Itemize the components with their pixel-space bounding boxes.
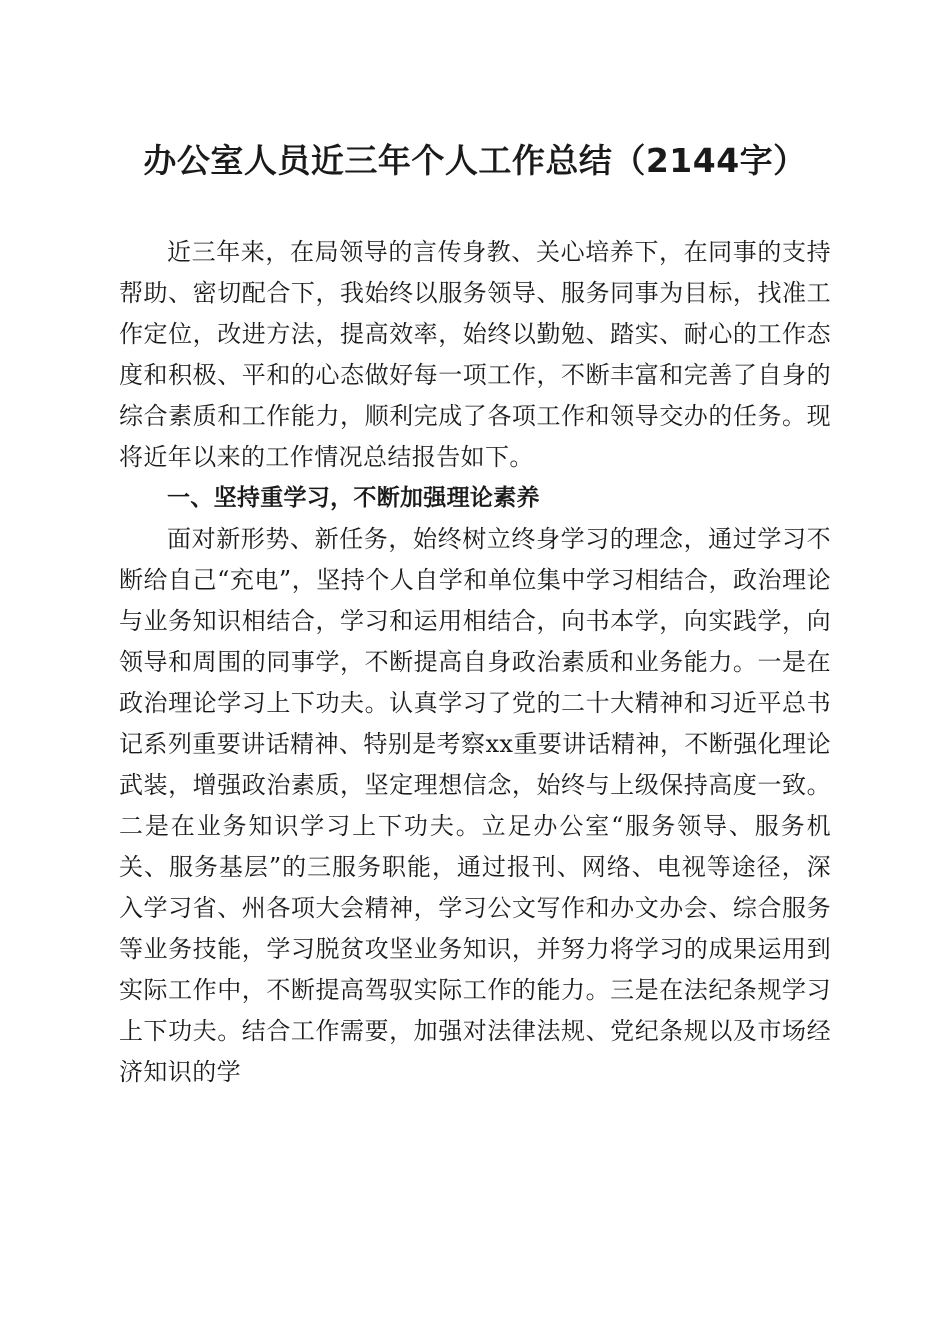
section-paragraph: 面对新形势、新任务，始终树立终身学习的理念，通过学习不断给自己“充电”，坚持个人自学和单位集中学习相结合，政治理论与业务知识相结合，学习和运用相结合，向书本学，向实践学，向领导和周围的同事学，不断提高自身政治素质和业务能力。一是在政治理论学习上下功夫。认真学习了党的二十大精神和习近平总书记系列重要讲话精神、特别是考察xx重要讲话精神，不断强化理论武装，增强政治素质，坚定理想信念，始终与上级保持高度一致。二是在业务知识学习上下功夫。立足办公室“服务领导、服务机关、服务基层”的三服务职能，通过报刊、网络、电视等途径，深入学习省、州各项大会精神，学习公文写作和办文办会、综合服务等业务技能，学习脱贫攻坚业务知识，并努力将学习的成果运用到实际工作中，不断提高驾驭实际工作的能力。三是在法纪条规学习上下功夫。结合工作需要，加强对法律法规、党纪条规以及市场经济知识的学	[119, 525, 831, 1086]
document-body	[119, 232, 831, 1093]
section-heading: 一、坚持重学习，不断加强理论素养	[167, 485, 540, 511]
document-title: 办公室人员近三年个人工作总结（2144字）	[143, 141, 807, 180]
intro-paragraph: 近三年来，在局领导的言传身教、关心培养下，在同事的支持帮助、密切配合下，我始终以服务领导、服务同事为目标，找准工作定位，改进方法，提高效率，始终以勤勉、踏实、耐心的工作态度和积极、平和的心态做好每一项工作，不断丰富和完善了自身的综合素质和工作能力，顺利完成了各项工作和领导交办的任务。现将近年以来的工作情况总结报告如下。	[119, 238, 831, 471]
